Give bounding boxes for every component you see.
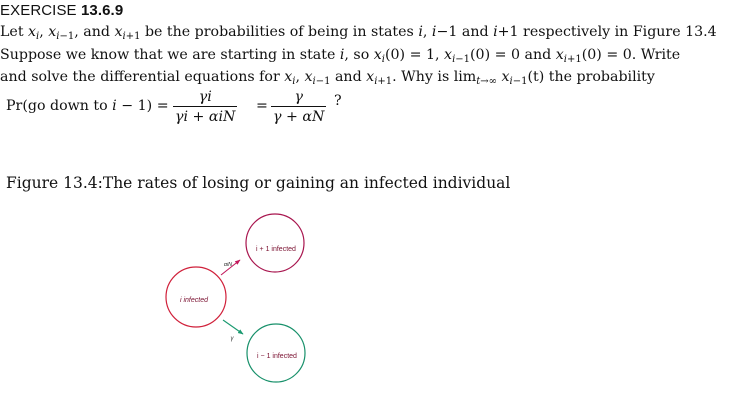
exercise-number: 13.6.9 bbox=[80, 2, 124, 19]
probability-label: Pr(go down to i − 1) = bbox=[6, 98, 169, 114]
text-segment: , bbox=[39, 24, 49, 40]
text-segment: , bbox=[422, 24, 432, 40]
math-limit-subscript: t→∞ bbox=[476, 76, 498, 87]
paragraph-line-1: Let $x_i$, $x_{i-1}$, and $x_{i+1}$ be the probabilities of being in states i, i−1 and i+1 respectively in Figure 13.4 bbox=[0, 24, 717, 42]
math-i-plus-1: i bbox=[493, 24, 498, 40]
text-segment: Suppose we know that we are starting in state bbox=[0, 46, 340, 63]
rate-up-label: αiN bbox=[223, 262, 233, 268]
math-x-i: $x_i$ bbox=[28, 24, 40, 42]
fraction-2-numerator: γ bbox=[294, 89, 303, 105]
equals-sign: = bbox=[256, 98, 268, 114]
math-x-i-plus-1: $x_{i+1}$ bbox=[114, 24, 141, 42]
text-segment: respectively in Figure 13.4 bbox=[518, 24, 717, 40]
node-up-label: i + 1 infected bbox=[256, 246, 296, 253]
text-segment: be the probabilities of being in states bbox=[140, 24, 419, 40]
math-x-i-plus-1: $x_{i+1}$ bbox=[366, 69, 393, 87]
figure-caption: Figure 13.4:The rates of losing or gaining an infected individual bbox=[6, 174, 511, 192]
fraction-2-denominator: γ + αN bbox=[273, 109, 325, 125]
math-x-i-minus-1: $x_{i-1}$ bbox=[48, 24, 75, 42]
math-x-i: $x_i$ bbox=[373, 46, 385, 65]
exercise-label: EXERCISE bbox=[0, 2, 77, 19]
math-i: i bbox=[418, 24, 423, 40]
text-segment: , bbox=[295, 69, 305, 85]
math-i-minus-1: i bbox=[431, 24, 437, 40]
text-segment: and bbox=[457, 24, 494, 40]
text-segment: (t) the probability bbox=[527, 69, 655, 85]
text-segment: and bbox=[330, 69, 367, 85]
rate-down-label: γ bbox=[230, 336, 234, 342]
math-i: i bbox=[339, 46, 345, 63]
fraction-1-denominator: γi + αiN bbox=[175, 109, 236, 125]
text-segment: , so bbox=[344, 46, 374, 63]
math-x-i-minus-1: $x_{i-1}$ bbox=[444, 46, 471, 65]
text-segment: (0) = 0 and bbox=[470, 46, 556, 63]
math-x-i-minus-1: $x_{i-1}$ bbox=[501, 69, 528, 87]
arrow-down bbox=[223, 320, 243, 334]
math-x-i-minus-1: $x_{i-1}$ bbox=[304, 69, 331, 87]
node-up-circle bbox=[246, 214, 304, 272]
math-x-i: $x_i$ bbox=[284, 69, 296, 87]
text-segment: . Why is lim bbox=[392, 69, 477, 85]
node-down-label: i − 1 infected bbox=[257, 353, 297, 360]
node-center-label: i infected bbox=[179, 297, 209, 304]
text-segment: and solve the differential equations for bbox=[0, 69, 285, 85]
math-x-i-plus-1: $x_{i+1}$ bbox=[555, 46, 582, 65]
text-segment: (0) = 1, bbox=[384, 46, 445, 63]
question-mark: ? bbox=[334, 93, 342, 109]
text-segment: , and bbox=[74, 24, 115, 40]
text-segment: (0) = 0. Write bbox=[581, 46, 681, 63]
text-segment: Let bbox=[0, 24, 29, 40]
fraction-1-numerator: γi bbox=[198, 89, 212, 105]
